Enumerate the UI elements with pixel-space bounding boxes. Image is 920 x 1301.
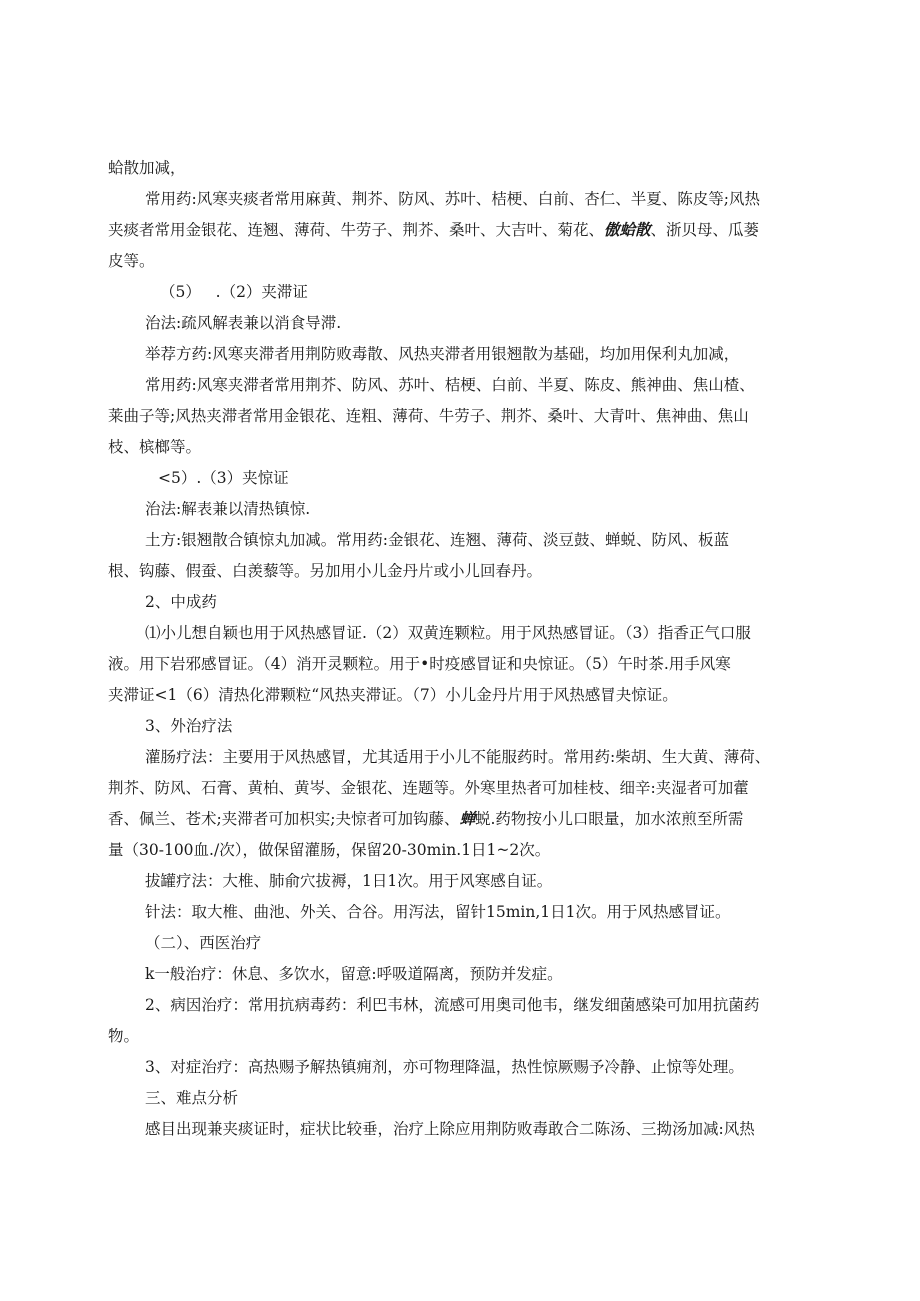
text-line: 治法:解表兼以清热镇惊. bbox=[145, 500, 311, 518]
text-line: 荆芥、防风、石膏、黄柏、黄岑、金银花、连题等。外寒里热者可加桂枝、细辛:夹湿者可加藿 bbox=[108, 779, 749, 797]
text-line: 土方:银翘散合镇惊丸加减。常用药:金银花、连翘、薄荷、淡豆鼓、蝉蜕、防风、板蓝 bbox=[145, 531, 729, 549]
text-line: 感目出现兼夹痰证时，症状比较垂，治疗上除应用荆防败毒敢合二陈汤、三拗汤加减:风热 bbox=[145, 1120, 755, 1138]
text-span: 蜕.药物按小儿口眼量，加水浓煎至所需 bbox=[474, 810, 744, 828]
section-heading: （二）、西医治疗 bbox=[145, 934, 262, 952]
text-line: 常用药:风寒夹痰者常用麻黄、荆芥、防风、苏叶、桔梗、白前、杏仁、半夏、陈皮等;风热 bbox=[145, 190, 760, 208]
text-line: 莱曲子等;风热夹滞者常用金银花、连粗、薄荷、牛劳子、荆芥、桑叶、大青叶、焦神曲、焦山 bbox=[108, 407, 749, 425]
text-line: 拔罐疗法：大椎、肺俞穴拔褥，1日1次。用于风寒感自证。 bbox=[145, 872, 553, 890]
text-line: 2、病因治疗：常用抗病毒药：利巴韦林，流感可用奥司他韦，继发细菌感染可加用抗菌药 bbox=[145, 996, 760, 1014]
text-line: 针法：取大椎、曲池、外关、合谷。用泻法，留针15min,1日1次。用于风热感冒证。 bbox=[145, 903, 731, 921]
section-heading: 三、难点分析 bbox=[145, 1089, 239, 1107]
text-line: 根、钩藤、假蚕、白羡藜等。另加用小儿金丹片或小儿回春丹。 bbox=[108, 562, 543, 580]
text-span: 香、佩兰、苍术;夹滞者可加枳实;夬惊者可加钩藤、 bbox=[108, 810, 460, 828]
text-line: 治法:疏风解表兼以消食导滞. bbox=[145, 314, 342, 332]
text-line: 夹滞证<1（6）清热化滞颗粒“风热夹滞证。（7）小儿金丹片用于风热感冒夬惊证。 bbox=[108, 686, 678, 704]
text-line: 灌肠疗法：主要用于风热感冒，尤其适用于小儿不能服药时。常用药:柴胡、生大黄、薄荷、 bbox=[145, 748, 771, 766]
section-heading: 2、中成药 bbox=[145, 593, 217, 611]
text-line bbox=[108, 220, 759, 240]
bold-italic-span: 傲蛤散 bbox=[604, 220, 651, 239]
text-span: 夹痰者常用金银花、连翘、薄荷、牛劳子、荆芥、桑叶、大吉叶、菊花、 bbox=[108, 221, 605, 239]
text-line: 举荐方药:风寒夹滞者用荆防败毒散、风热夹滞者用银翘散为基础，均加用保利丸加减， bbox=[145, 345, 740, 363]
section-heading: （5） .（2）夹滞证 bbox=[160, 283, 308, 301]
text-line: 3、对症治疗：高热赐予解热镇痈剂，亦可物理降温，热性惊厥赐予冷静、止惊等处理。 bbox=[145, 1058, 744, 1076]
text-line: 常用药:风寒夹滞者常用荆芥、防风、苏叶、桔梗、白前、半夏、陈皮、熊神曲、焦山楂、 bbox=[145, 376, 755, 394]
section-heading: <5）.（3）夹惊证 bbox=[158, 469, 289, 487]
text-line: 枝、槟榔等。 bbox=[108, 438, 202, 456]
text-line: 皮等。 bbox=[108, 252, 155, 270]
text-line: 液。用下岩邪感冒证。（4）消开灵颗粒。用于•时疫感冒证和央惊证。（5）午时茶.用手风寒 bbox=[108, 655, 731, 673]
text-line: k一般治疗：休息、多饮水，留意:呼吸道隔离，预防并发症。 bbox=[145, 965, 563, 983]
text-span: 、浙贝母、瓜蒌 bbox=[650, 221, 760, 239]
section-heading: 3、外治疗法 bbox=[145, 717, 233, 735]
text-line: 量（30-100血./次），做保留灌肠，保留20-30min.1日1~2次。 bbox=[108, 841, 551, 859]
text-line bbox=[108, 809, 743, 829]
text-line: ⑴小儿想自颖也用于风热感冒证.（2）双黄连颗粒。用于风热感冒证。（3）指香正气口服 bbox=[145, 624, 751, 642]
bold-italic-span: 蝉 bbox=[459, 809, 475, 828]
text-line: 物。 bbox=[108, 1027, 140, 1045]
text-line: 蛤散加减， bbox=[108, 159, 186, 177]
